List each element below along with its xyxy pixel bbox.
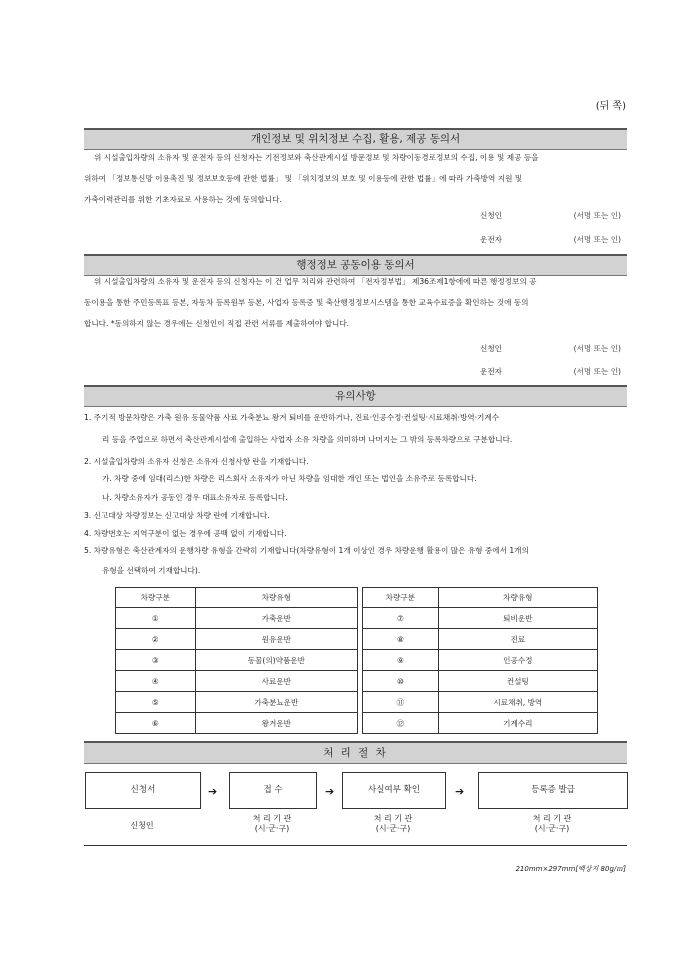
arrow-right-icon: ➔ <box>455 785 465 798</box>
vehicle-type: 원유운반 <box>195 629 357 650</box>
paper-spec-footer: 210mm×297mm[백상지 80g/㎡] <box>515 865 626 873</box>
applicant-label: 신청인 <box>480 344 503 353</box>
actor-line: (시·군·구) <box>375 824 411 833</box>
vehicle-type: 시료채취, 방역 <box>438 692 597 713</box>
driver-label: 운전자 <box>480 367 503 376</box>
vehicle-no: ⑧ <box>363 629 439 650</box>
driver-label: 운전자 <box>480 235 503 244</box>
vehicle-type: 가축분뇨운반 <box>195 692 357 713</box>
vehicle-type: 퇴비운반 <box>438 608 597 629</box>
vehicle-no: ⑪ <box>363 692 439 713</box>
vehicle-type: 왕겨운반 <box>195 713 357 734</box>
privacy-line: 가축이력관리를 위한 기초자료로 사용하는 것에 동의합니다. <box>84 195 282 204</box>
vehicle-no: ⑩ <box>363 671 439 692</box>
vehicle-type: 동물(의)약품운반 <box>195 650 357 671</box>
note-item: 유형을 선택하여 기재합니다). <box>102 566 201 575</box>
arrow-right-icon: ➔ <box>208 785 218 798</box>
admin-line: 합니다. *동의하지 않는 경우에는 신청인이 직접 관련 서류를 제출하여야 합니다. <box>84 319 350 328</box>
process-step-receipt: 접 수 <box>229 772 317 809</box>
note-item: 리 등을 주업으로 하면서 축산관계시설에 출입하는 사업자 소유 차량을 의미하며 나머지는 그 밖의 등록차량으로 구분합니다. <box>102 435 513 444</box>
notes-list <box>84 412 627 583</box>
note-item: 나. 차량소유자가 공동인 경우 대표소유자로 등록합니다. <box>102 493 288 502</box>
vehicle-type-table-right <box>362 587 598 734</box>
privacy-driver-signature[interactable] <box>480 234 627 246</box>
vehicle-no: ⑦ <box>363 608 439 629</box>
process-title: 처 리 절 차 <box>84 741 627 764</box>
admin-driver-signature[interactable] <box>480 366 627 378</box>
signature-placeholder: (서명 또는 인) <box>573 235 621 244</box>
vehicle-no: ⑥ <box>116 713 196 734</box>
privacy-line: 위하여 「정보통신망 이용촉진 및 정보보호등에 관한 법률」 및 「위치정보의 보호 및 이용등에 관한 법률」에 따라 가축방역 지원 및 <box>84 174 523 183</box>
table-row <box>116 608 358 629</box>
actor-line: 처 리 기 관 <box>532 814 572 823</box>
process-step-application: 신청서 <box>85 772 201 809</box>
process-step-verification: 사실여부 확인 <box>342 772 446 809</box>
table-row <box>363 713 598 734</box>
admin-consent-title: 행정정보 공동이용 동의서 <box>84 254 627 276</box>
vehicle-no: ⑨ <box>363 650 439 671</box>
header-vehicle-type: 차량유형 <box>195 588 357 608</box>
admin-applicant-signature[interactable] <box>480 343 627 355</box>
table-row <box>116 692 358 713</box>
table-row <box>116 629 358 650</box>
actor-line: (시·군·구) <box>534 824 570 833</box>
note-item: 2. 시설출입차량의 소유자 신청은 소유자 신청사항 란을 기재합니다. <box>84 457 309 466</box>
vehicle-type: 사료운반 <box>195 671 357 692</box>
privacy-applicant-signature[interactable] <box>480 210 627 222</box>
admin-line: 동이용을 통한 주민등록표 등본, 자동차 등록원부 등본, 사업자 등록증 및 축산행정정보시스템을 통한 교육수료증을 확인하는 것에 동의 <box>84 298 529 307</box>
signature-placeholder: (서명 또는 인) <box>573 344 621 353</box>
vehicle-no: ④ <box>116 671 196 692</box>
admin-line: 위 시설출입차량의 소유자 및 운전자 등의 신청자는 이 건 업무 처리와 관련하여 「전자정부법」 제36조제1항에에 따른 행정정보의 공 <box>94 277 537 286</box>
privacy-consent-text <box>84 147 627 210</box>
note-item: 가. 차량 중에 임대(리스)한 차량은 리스회사 소유자가 아닌 차량을 임대한 개인 또는 법인을 소유주로 등록합니다. <box>102 474 477 483</box>
signature-placeholder: (서명 또는 인) <box>573 367 621 376</box>
privacy-line: 위 시설출입차량의 소유자 및 운전자 등의 신청자는 기전정보와 축산관계시설 방문정보 및 차량이동경로정보의 수집, 이용 및 제공 등을 <box>94 153 539 162</box>
note-item: 1. 주기적 방문차량은 가축 원유 동물약품 사료 가축분뇨 왕겨 퇴비를 운반하거나, 진료·인공수정·컨설팅·시료채취·방역·기계수 <box>84 413 500 422</box>
header-vehicle-no: 차량구분 <box>116 588 196 608</box>
process-actor-applicant: 신청인 <box>130 821 154 830</box>
vehicle-no: ② <box>116 629 196 650</box>
actor-line: 처 리 기 관 <box>373 814 413 823</box>
table-row <box>363 650 598 671</box>
header-vehicle-type: 차량유형 <box>438 588 597 608</box>
vehicle-no: ⑫ <box>363 713 439 734</box>
vehicle-no: ⑤ <box>116 692 196 713</box>
applicant-label: 신청인 <box>480 211 503 220</box>
note-item: 5. 차량유형은 축산관계자의 운행차량 유형을 간략히 기재합니다(차량유형이 1개 이상인 경우 차량운행 활용이 많은 유형 중에서 1개의 <box>84 546 529 555</box>
table-row <box>363 608 598 629</box>
table-row <box>363 692 598 713</box>
table-row <box>363 671 598 692</box>
actor-line: (시·군·구) <box>254 824 290 833</box>
vehicle-no: ① <box>116 608 196 629</box>
vehicle-type: 가축운반 <box>195 608 357 629</box>
process-step-issuance: 등록증 발급 <box>478 772 628 809</box>
note-item: 4. 차량번호는 지역구분이 없는 경우에 공백 없이 기재합니다. <box>84 529 287 538</box>
privacy-consent-title: 개인정보 및 위치정보 수집, 활용, 제공 동의서 <box>84 128 627 150</box>
process-actor-agency <box>342 814 444 834</box>
notes-title: 유의사항 <box>84 385 627 407</box>
actor-line: 처 리 기 관 <box>252 814 292 823</box>
page-side-label: (뒤 쪽) <box>595 101 626 112</box>
process-actor-agency <box>478 814 626 834</box>
admin-consent-text <box>84 271 627 334</box>
vehicle-type-table-left <box>115 587 358 734</box>
vehicle-type: 진료 <box>438 629 597 650</box>
bottom-divider <box>84 845 627 846</box>
table-row <box>116 671 358 692</box>
vehicle-type: 기계수리 <box>438 713 597 734</box>
header-vehicle-no: 차량구분 <box>363 588 439 608</box>
note-item: 3. 신고대상 차량정보는 신고대상 차량 란에 기재합니다. <box>84 511 270 520</box>
vehicle-type: 컨설팅 <box>438 671 597 692</box>
table-row <box>363 629 598 650</box>
table-row <box>116 650 358 671</box>
signature-placeholder: (서명 또는 인) <box>573 211 621 220</box>
arrow-right-icon: ➔ <box>325 785 335 798</box>
table-row <box>116 713 358 734</box>
process-actor-agency <box>229 814 315 834</box>
vehicle-no: ③ <box>116 650 196 671</box>
vehicle-type: 인공수정 <box>438 650 597 671</box>
